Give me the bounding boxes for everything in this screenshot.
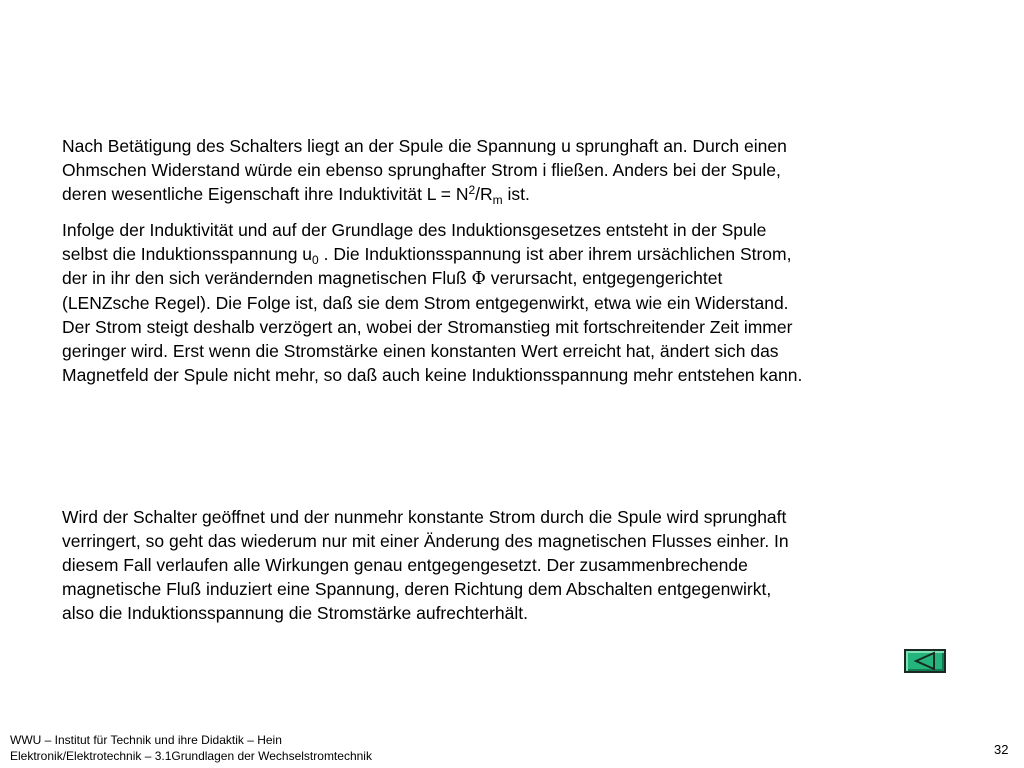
text-line: diesem Fall verlaufen alle Wirkungen genau entgegengesetzt. Der zusammenbrechende — [62, 555, 748, 575]
text-segment: selbst die Induktionsspannung u — [62, 244, 313, 264]
formula-text: /R — [475, 184, 493, 204]
text-line: Nach Betätigung des Schalters liegt an der Spule die Spannung u sprunghaft an. Durch einen — [62, 136, 787, 156]
text-line: verringert, so geht das wiederum nur mit einer Änderung des magnetischen Flusses einher. In — [62, 531, 789, 551]
formula-text: deren wesentliche Eigenschaft ihre Induktivität L = N — [62, 184, 469, 204]
page-number: 32 — [994, 742, 1009, 757]
text-line — [62, 266, 922, 291]
text-line — [62, 242, 922, 266]
text-line: Wird der Schalter geöffnet und der nunmehr konstante Strom durch die Spule wird sprunghaft — [62, 507, 787, 527]
text-line: Ohmschen Widerstand würde ein ebenso sprunghafter Strom i fließen. Anders bei der Spule, — [62, 160, 781, 180]
paragraph-switch-off — [62, 505, 922, 625]
phi-symbol: Φ — [471, 269, 486, 289]
triangle-left-icon — [906, 651, 944, 671]
text-line: magnetische Fluß induziert eine Spannung, deren Richtung dem Abschalten entgegenwirkt, — [62, 579, 772, 599]
text-line-formula — [62, 182, 922, 206]
footer-course: Elektronik/Elektrotechnik – 3.1Grundlagen der Wechselstromtechnik — [10, 749, 372, 763]
formula-subscript: m — [492, 193, 503, 207]
text-segment: . Die Induktionsspannung ist aber ihrem ursächlichen Strom, — [318, 244, 792, 264]
text-line: Der Strom steigt deshalb verzögert an, wobei der Stromanstieg mit fortschreitender Zeit immer — [62, 317, 793, 337]
text-line: Magnetfeld der Spule nicht mehr, so daß auch keine Induktionsspannung mehr entstehen kann. — [62, 365, 803, 385]
paragraph-inductance-intro — [62, 134, 922, 206]
formula-text: ist. — [502, 184, 530, 204]
formula-superscript: 2 — [468, 183, 476, 197]
text-segment: der in ihr den sich verändernden magnetischen Fluß — [62, 268, 472, 288]
paragraph-induction-law — [62, 218, 922, 387]
text-line: Infolge der Induktivität und auf der Grundlage des Induktionsgesetzes entsteht in der Spule — [62, 220, 767, 240]
text-line: also die Induktionsspannung die Stromstärke aufrechterhält. — [62, 603, 528, 623]
back-button[interactable] — [904, 649, 946, 673]
text-subscript: 0 — [312, 253, 319, 267]
footer-institute: WWU – Institut für Technik und ihre Didaktik – Hein — [10, 733, 282, 747]
text-line: geringer wird. Erst wenn die Stromstärke einen konstanten Wert erreicht hat, ändert sich das — [62, 341, 779, 361]
text-segment: verursacht, entgegengerichtet — [485, 268, 723, 288]
footer — [10, 732, 372, 764]
text-line: (LENZsche Regel). Die Folge ist, daß sie dem Strom entgegenwirkt, etwa wie ein Widerstand. — [62, 293, 789, 313]
